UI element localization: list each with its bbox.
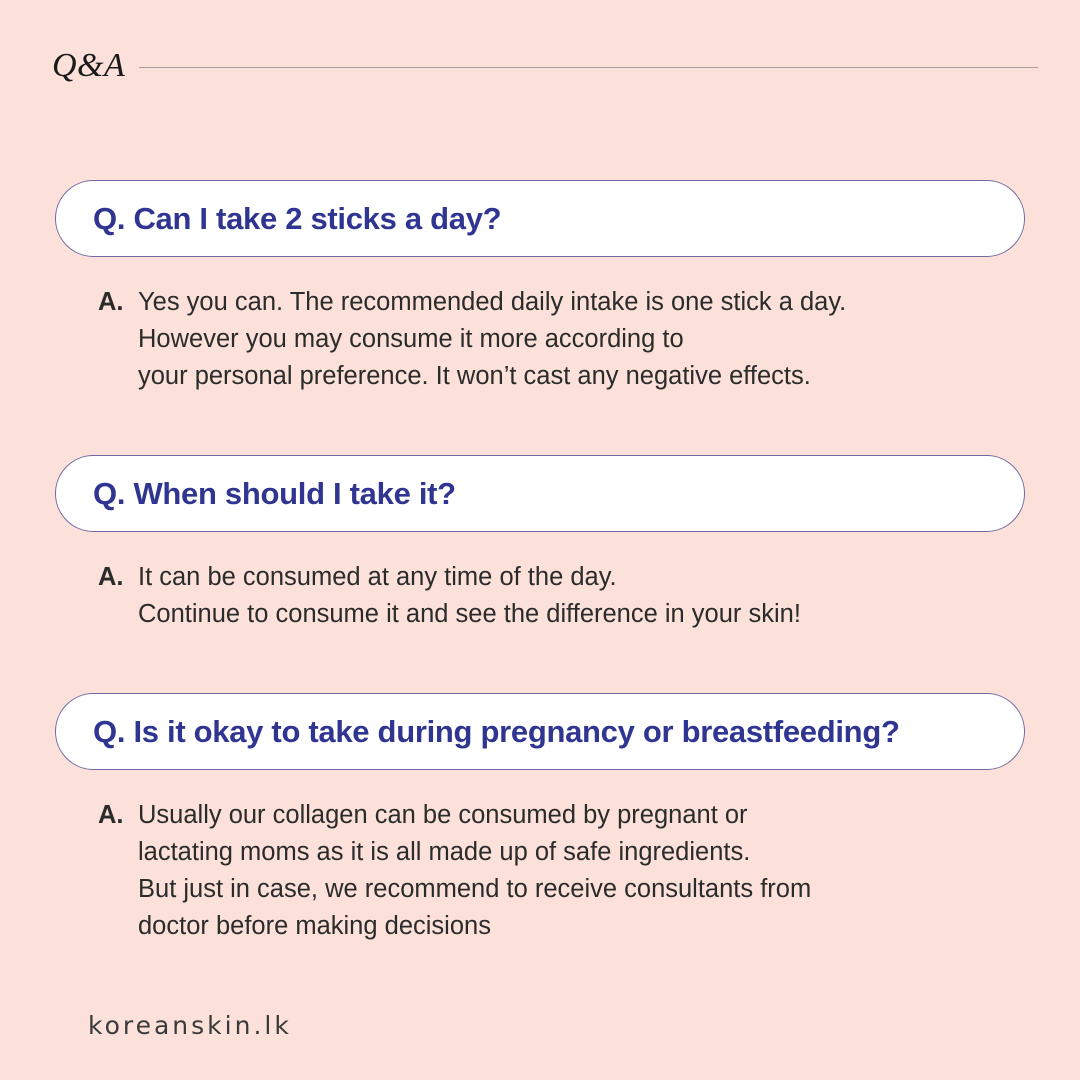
answer-line: Yes you can. The recommended daily intake is one stick a day.	[138, 288, 847, 316]
answer-marker: A.	[98, 288, 124, 316]
qa-item-1	[55, 180, 1025, 395]
question-pill	[55, 693, 1025, 770]
question-pill	[55, 455, 1025, 532]
answer-marker: A.	[98, 801, 124, 829]
answer-line: Continue to consume it and see the difference in your skin!	[138, 600, 801, 628]
answer-line: But just in case, we recommend to receive consultants from	[138, 875, 812, 903]
answer-block	[55, 797, 1025, 945]
qa-item-3	[55, 693, 1025, 945]
question-text: Q. Is it okay to take during pregnancy or breastfeeding?	[93, 713, 900, 749]
brand-watermark: koreanskin.lk	[88, 1011, 292, 1040]
header-divider	[139, 67, 1038, 68]
answer-line: lactating moms as it is all made up of safe ingredients.	[138, 838, 751, 866]
question-pill	[55, 180, 1025, 257]
page-header	[52, 42, 1038, 90]
answer-line: Usually our collagen can be consumed by pregnant or	[138, 801, 748, 829]
answer-block	[55, 559, 1025, 633]
answer-line: However you may consume it more according to	[138, 325, 684, 353]
answer-marker: A.	[98, 563, 124, 591]
page-title: Q&A	[52, 47, 126, 84]
question-text: Q. Can I take 2 sticks a day?	[93, 200, 502, 236]
question-text: Q. When should I take it?	[93, 475, 456, 511]
answer-line: doctor before making decisions	[138, 912, 491, 940]
answer-line: your personal preference. It won’t cast any negative effects.	[138, 362, 811, 390]
answer-line: It can be consumed at any time of the day.	[138, 563, 617, 591]
answer-block	[55, 284, 1025, 395]
qa-item-2	[55, 455, 1025, 633]
